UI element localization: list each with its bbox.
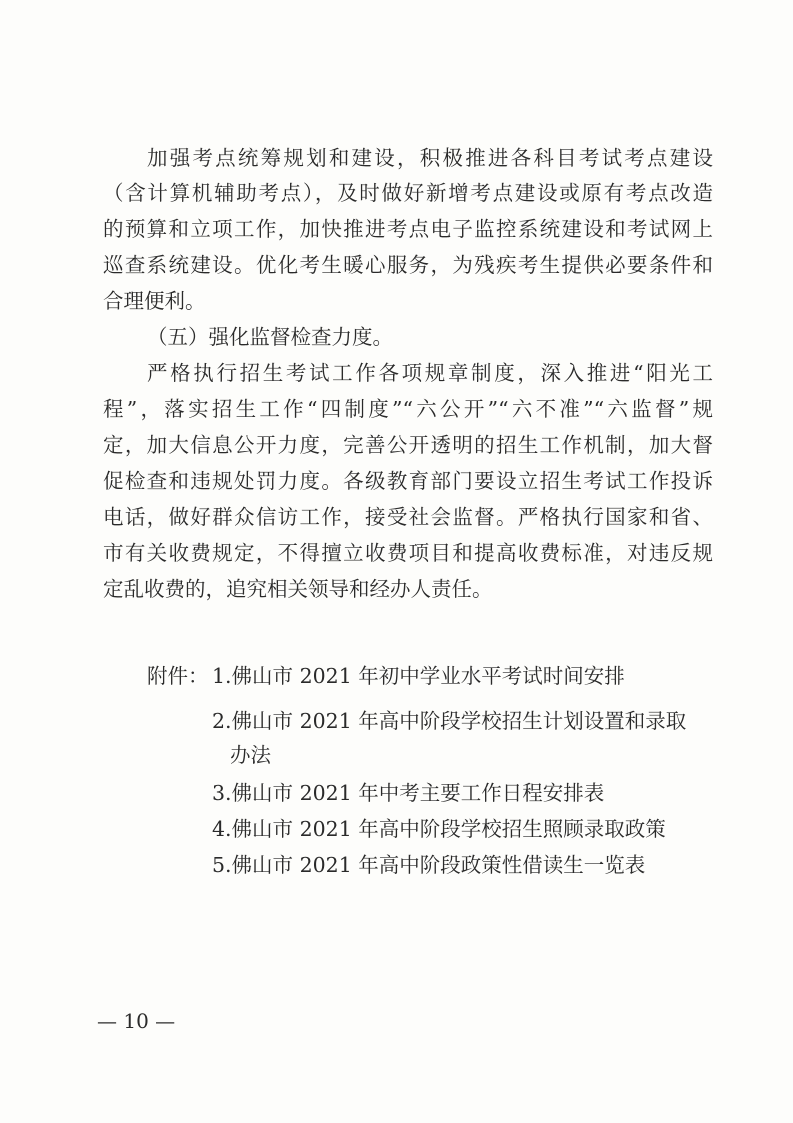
attachment-item-4: 4.佛山市 2021 年高中阶段学校招生照顾录取政策 xyxy=(212,817,666,841)
paragraph-1-line-4: 巡查系统建设。优化考生暖心服务，为残疾考生提供必要条件和 xyxy=(103,253,713,277)
attachment-item-3: 3.佛山市 2021 年中考主要工作日程安排表 xyxy=(212,781,605,805)
paragraph-2-line-2: 程”，落实招生工作“四制度”“六公开”“六不准”“六监督”规 xyxy=(103,397,713,421)
paragraph-1-line-3: 的预算和立项工作，加快推进考点电子监控系统建设和考试网上 xyxy=(103,217,713,241)
paragraph-2-line-6: 市有关收费规定，不得擅立收费项目和提高收费标准，对违反规 xyxy=(103,541,713,565)
paragraph-1-line-2: （含计算机辅助考点），及时做好新增考点建设或原有考点改造 xyxy=(103,181,713,205)
paragraph-2-line-1: 严格执行招生考试工作各项规章制度，深入推进“阳光工 xyxy=(147,361,713,385)
paragraph-2-line-7: 定乱收费的，追究相关领导和经办人责任。 xyxy=(103,577,493,601)
attachment-item-1: 1.佛山市 2021 年初中学业水平考试时间安排 xyxy=(212,664,625,688)
attachment-item-2-continuation: 办法 xyxy=(230,743,271,767)
page-number: — 10 — xyxy=(97,1009,176,1033)
paragraph-2-line-5: 电话，做好群众信访工作，接受社会监督。严格执行国家和省、 xyxy=(103,505,713,529)
attachment-item-2: 2.佛山市 2021 年高中阶段学校招生计划设置和录取 xyxy=(212,709,687,733)
attachments-label: 附件： xyxy=(147,664,209,688)
attachment-item-5: 5.佛山市 2021 年高中阶段政策性借读生一览表 xyxy=(212,853,646,877)
paragraph-2-line-4: 促检查和违规处罚力度。各级教育部门要设立招生考试工作投诉 xyxy=(103,469,713,493)
paragraph-1-line-1: 加强考点统筹规划和建设，积极推进各科目考试考点建设 xyxy=(147,146,713,170)
paragraph-1-line-5: 合理便利。 xyxy=(103,289,206,313)
section-heading: （五）强化监督检查力度。 xyxy=(147,325,393,349)
paragraph-2-line-3: 定，加大信息公开力度，完善公开透明的招生工作机制，加大督 xyxy=(103,433,713,457)
